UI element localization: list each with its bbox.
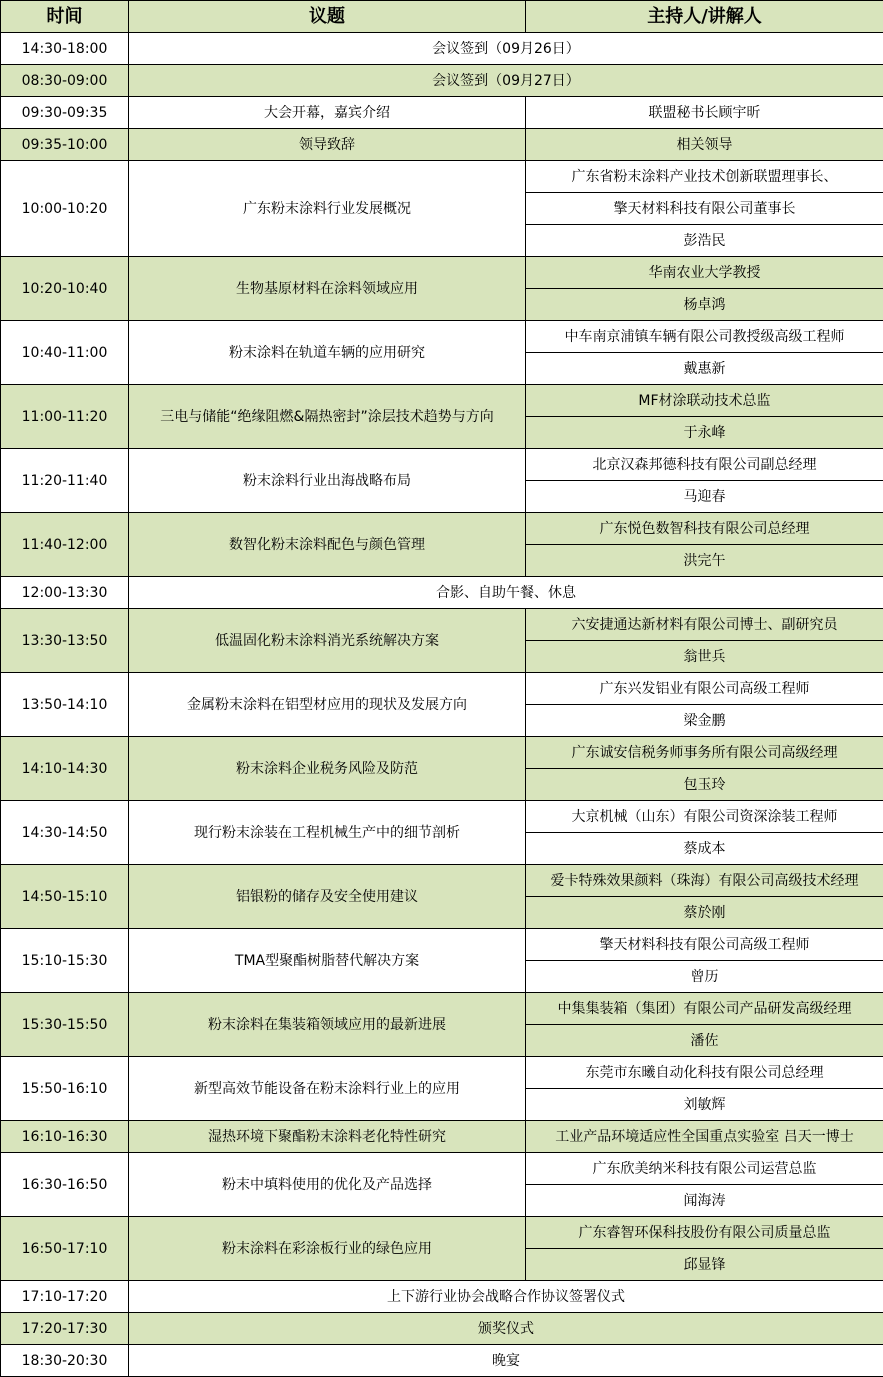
speaker-cell: 相关领导 — [526, 129, 883, 161]
session-topic: 粉末涂料行业出海战略布局 — [129, 449, 526, 513]
speaker-cell: 联盟秘书长顾宇昕 — [526, 97, 883, 129]
agenda-row — [1, 161, 883, 193]
session-event: 合影、自助午餐、休息 — [129, 577, 883, 609]
session-time: 15:10-15:30 — [1, 929, 129, 993]
speaker-cell: 中集集装箱（集团）有限公司产品研发高级经理 — [526, 993, 883, 1025]
session-topic: 三电与储能“绝缘阻燃&隔热密封”涂层技术趋势与方向 — [129, 385, 526, 449]
session-event: 会议签到（09月27日） — [129, 65, 883, 97]
speaker-cell: 翁世兵 — [526, 641, 883, 673]
session-topic: 粉末中填料使用的优化及产品选择 — [129, 1153, 526, 1217]
agenda-row — [1, 737, 883, 769]
speaker-cell: 邱显锋 — [526, 1249, 883, 1281]
speaker-cell: 擎天材料科技有限公司董事长 — [526, 193, 883, 225]
session-topic: 领导致辞 — [129, 129, 526, 161]
speaker-cell: 六安捷通达新材料有限公司博士、副研究员 — [526, 609, 883, 641]
speaker-cell: 工业产品环境适应性全国重点实验室 吕天一博士 — [526, 1121, 883, 1153]
agenda-row — [1, 609, 883, 641]
speaker-cell: 广东睿智环保科技股份有限公司质量总监 — [526, 1217, 883, 1249]
speaker-cell: 爱卡特殊效果颜料（珠海）有限公司高级技术经理 — [526, 865, 883, 897]
session-topic: 现行粉末涂装在工程机械生产中的细节剖析 — [129, 801, 526, 865]
header-time: 时间 — [1, 1, 129, 33]
agenda-row — [1, 257, 883, 289]
speaker-cell: 杨卓鸿 — [526, 289, 883, 321]
agenda-row — [1, 1121, 883, 1153]
session-topic: 低温固化粉末涂料消光系统解决方案 — [129, 609, 526, 673]
speaker-cell: 洪完午 — [526, 545, 883, 577]
session-time: 17:10-17:20 — [1, 1281, 129, 1313]
session-time: 18:30-20:30 — [1, 1345, 129, 1377]
session-time: 09:35-10:00 — [1, 129, 129, 161]
session-topic: 新型高效节能设备在粉末涂料行业上的应用 — [129, 1057, 526, 1121]
session-time: 13:30-13:50 — [1, 609, 129, 673]
speaker-cell: 华南农业大学教授 — [526, 257, 883, 289]
speaker-cell: 闻海涛 — [526, 1185, 883, 1217]
agenda-row — [1, 33, 883, 65]
agenda-row — [1, 1217, 883, 1249]
speaker-cell: 潘佐 — [526, 1025, 883, 1057]
session-event: 上下游行业协会战略合作协议签署仪式 — [129, 1281, 883, 1313]
speaker-cell: 广东省粉末涂料产业技术创新联盟理事长、 — [526, 161, 883, 193]
agenda-body — [1, 33, 883, 1377]
speaker-cell: 广东诚安信税务师事务所有限公司高级经理 — [526, 737, 883, 769]
header-row — [1, 1, 883, 33]
session-time: 11:00-11:20 — [1, 385, 129, 449]
session-time: 10:20-10:40 — [1, 257, 129, 321]
agenda-row — [1, 993, 883, 1025]
speaker-cell: 广东悦色数智科技有限公司总经理 — [526, 513, 883, 545]
header-topic: 议题 — [129, 1, 526, 33]
agenda-row — [1, 449, 883, 481]
agenda-row — [1, 673, 883, 705]
session-topic: 广东粉末涂料行业发展概况 — [129, 161, 526, 257]
speaker-cell: 北京汉森邦德科技有限公司副总经理 — [526, 449, 883, 481]
agenda-row — [1, 65, 883, 97]
session-topic: 粉末涂料在彩涂板行业的绿色应用 — [129, 1217, 526, 1281]
speaker-cell: 广东兴发铝业有限公司高级工程师 — [526, 673, 883, 705]
speaker-cell: 梁金鹏 — [526, 705, 883, 737]
session-time: 15:30-15:50 — [1, 993, 129, 1057]
session-topic: 生物基原材料在涂料领域应用 — [129, 257, 526, 321]
session-event: 晚宴 — [129, 1345, 883, 1377]
agenda-row — [1, 1313, 883, 1345]
speaker-cell: 擎天材料科技有限公司高级工程师 — [526, 929, 883, 961]
session-time: 14:30-18:00 — [1, 33, 129, 65]
agenda-row — [1, 577, 883, 609]
session-time: 08:30-09:00 — [1, 65, 129, 97]
session-topic: 粉末涂料在轨道车辆的应用研究 — [129, 321, 526, 385]
agenda-row — [1, 929, 883, 961]
session-topic: 铝银粉的储存及安全使用建议 — [129, 865, 526, 929]
session-time: 15:50-16:10 — [1, 1057, 129, 1121]
agenda-row — [1, 801, 883, 833]
speaker-cell: MF材涂联动技术总监 — [526, 385, 883, 417]
agenda-row — [1, 1345, 883, 1377]
session-time: 14:10-14:30 — [1, 737, 129, 801]
session-time: 12:00-13:30 — [1, 577, 129, 609]
speaker-cell: 蔡於刚 — [526, 897, 883, 929]
agenda-row — [1, 321, 883, 353]
session-time: 11:20-11:40 — [1, 449, 129, 513]
speaker-cell: 包玉玲 — [526, 769, 883, 801]
speaker-cell: 马迎春 — [526, 481, 883, 513]
speaker-cell: 大京机械（山东）有限公司资深涂装工程师 — [526, 801, 883, 833]
speaker-cell: 于永峰 — [526, 417, 883, 449]
session-event: 颁奖仪式 — [129, 1313, 883, 1345]
speaker-cell: 广东欣美纳米科技有限公司运营总监 — [526, 1153, 883, 1185]
session-time: 14:30-14:50 — [1, 801, 129, 865]
session-time: 10:40-11:00 — [1, 321, 129, 385]
session-time: 11:40-12:00 — [1, 513, 129, 577]
agenda-row — [1, 1281, 883, 1313]
agenda-row — [1, 1057, 883, 1089]
speaker-cell: 中车南京浦镇车辆有限公司教授级高级工程师 — [526, 321, 883, 353]
agenda-row — [1, 1153, 883, 1185]
speaker-cell: 东莞市东曦自动化科技有限公司总经理 — [526, 1057, 883, 1089]
header-host: 主持人/讲解人 — [526, 1, 883, 33]
session-time: 17:20-17:30 — [1, 1313, 129, 1345]
session-time: 13:50-14:10 — [1, 673, 129, 737]
session-time: 09:30-09:35 — [1, 97, 129, 129]
session-time: 16:30-16:50 — [1, 1153, 129, 1217]
speaker-cell: 蔡成本 — [526, 833, 883, 865]
speaker-cell: 彭浩民 — [526, 225, 883, 257]
session-time: 16:10-16:30 — [1, 1121, 129, 1153]
speaker-cell: 刘敏辉 — [526, 1089, 883, 1121]
speaker-cell: 曾历 — [526, 961, 883, 993]
session-topic: 粉末涂料企业税务风险及防范 — [129, 737, 526, 801]
agenda-row — [1, 129, 883, 161]
session-time: 14:50-15:10 — [1, 865, 129, 929]
session-time: 16:50-17:10 — [1, 1217, 129, 1281]
session-topic: 粉末涂料在集装箱领域应用的最新进展 — [129, 993, 526, 1057]
speaker-cell: 戴惠新 — [526, 353, 883, 385]
session-topic: 金属粉末涂料在铝型材应用的现状及发展方向 — [129, 673, 526, 737]
session-topic: 湿热环境下聚酯粉末涂料老化特性研究 — [129, 1121, 526, 1153]
agenda-row — [1, 97, 883, 129]
session-topic: 大会开幕，嘉宾介绍 — [129, 97, 526, 129]
agenda-row — [1, 513, 883, 545]
session-time: 10:00-10:20 — [1, 161, 129, 257]
session-topic: TMA型聚酯树脂替代解决方案 — [129, 929, 526, 993]
session-topic: 数智化粉末涂料配色与颜色管理 — [129, 513, 526, 577]
agenda-row — [1, 865, 883, 897]
agenda-row — [1, 385, 883, 417]
session-event: 会议签到（09月26日） — [129, 33, 883, 65]
